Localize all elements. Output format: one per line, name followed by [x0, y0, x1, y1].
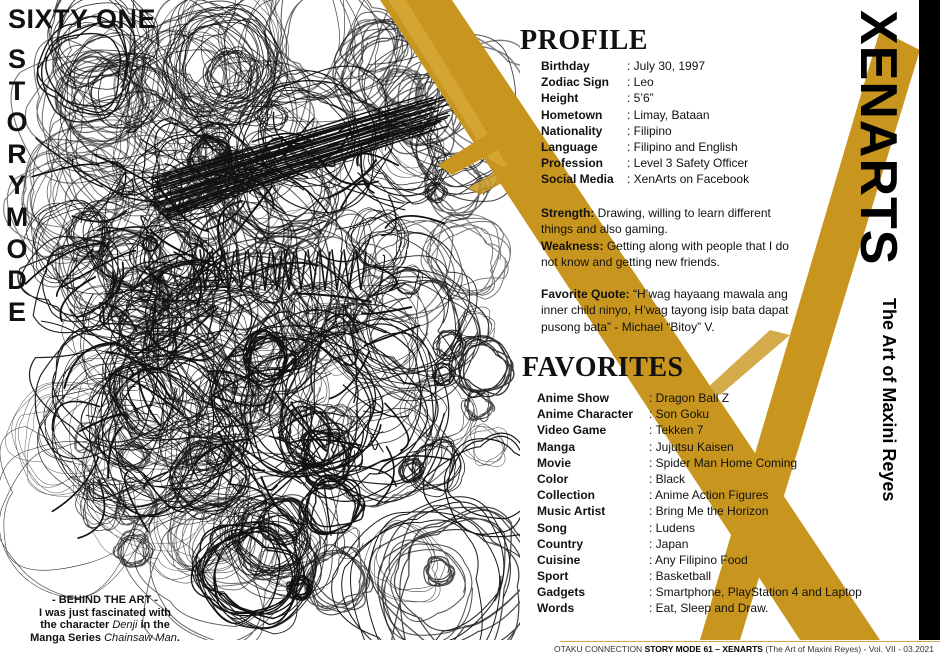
vertical-letter: Y [7, 170, 26, 201]
vertical-letter: S [7, 44, 26, 74]
behind-text: . [176, 631, 180, 644]
footer-divider [560, 641, 940, 642]
strength-text: Drawing, willing to learn different things and also gaming. [541, 206, 771, 237]
info-value: : Bring Me the Horizon [649, 504, 769, 519]
vertical-letter: R [7, 138, 27, 169]
info-key: Collection [537, 488, 596, 503]
brand-title: XENARTS [849, 10, 907, 266]
info-value: : Tekken 7 [649, 423, 704, 438]
info-key: Music Artist [537, 504, 606, 519]
info-value: : Any Filipino Food [649, 552, 748, 567]
favorite-quote [541, 286, 801, 335]
info-key: Sport [537, 569, 569, 584]
vertical-letter: O [6, 233, 28, 264]
info-value: : Filipino [627, 123, 672, 138]
profile-heading: PROFILE [520, 25, 648, 56]
info-value: : Filipino and English [627, 139, 738, 154]
info-key: Color [537, 471, 569, 486]
info-key: Zodiac Sign [541, 75, 610, 90]
info-key: Words [537, 601, 575, 616]
behind-italic: Chainsaw Man [104, 631, 177, 644]
info-value: : 5’6” [627, 91, 654, 106]
behind-text: Manga Series [30, 631, 105, 644]
footer-artist: (The Art of Maxini Reyes) [762, 644, 862, 654]
info-value: : Basketball [649, 569, 712, 584]
info-key: Song [537, 520, 567, 535]
info-value: : Level 3 Safety Officer [627, 156, 749, 171]
behind-line-3 [10, 632, 200, 645]
vertical-letter: M [5, 201, 29, 232]
weakness-text: Getting along with people that I do not know and getting new friends. [541, 238, 789, 269]
info-value: : Limay, Bataan [627, 107, 710, 122]
info-key: Nationality [541, 123, 603, 138]
info-value: : XenArts on Facebook [627, 172, 750, 187]
behind-text: in the [137, 619, 170, 631]
info-key: Social Media [541, 172, 614, 187]
footer-issue: STORY MODE 61 – XENARTS [642, 644, 763, 654]
info-value: : Eat, Sleep and Draw. [649, 601, 769, 616]
info-key: Movie [537, 455, 572, 470]
info-value: : Spider Man Home Coming [649, 455, 798, 470]
info-value: : Son Goku [649, 407, 710, 422]
vertical-letter: E [7, 296, 26, 327]
info-value: : Dragon Ball Z [649, 391, 730, 405]
favorites-heading: FAVORITES [522, 352, 684, 383]
vertical-letter: O [6, 107, 28, 138]
info-key: Anime Character [537, 407, 634, 422]
info-key: Anime Show [537, 391, 610, 405]
page-title-sixty-one: SIXTY ONE [8, 4, 157, 34]
vertical-title-story-mode [3, 44, 31, 328]
info-key: Manga [537, 439, 576, 454]
info-key: Height [541, 91, 579, 106]
info-value: : July 30, 1997 [627, 59, 706, 73]
info-key: Country [537, 536, 583, 551]
black-sidebar [919, 0, 940, 640]
behind-line-1: I was just fascinated with [38, 606, 172, 619]
info-key: Video Game [537, 423, 607, 438]
info-key: Gadgets [537, 585, 586, 600]
info-key: Birthday [541, 59, 590, 73]
quote-text: “H’wag hayaang mawala ang inner child ninyo, H’wag tayong isip bata dapat pusong bata” - Michael “Bitoy” V. [541, 287, 789, 334]
footer-publication: OTAKU CONNECTION [554, 644, 643, 654]
strength-label: Strength: [541, 206, 595, 220]
weakness-label: Weakness: [541, 238, 604, 253]
vertical-letter: D [7, 265, 27, 296]
info-value: : Jujutsu Kaisen [649, 439, 734, 454]
behind-line-2 [10, 619, 200, 632]
strength-weakness [541, 205, 801, 270]
footer [554, 644, 934, 654]
info-value: : Leo [627, 75, 654, 90]
quote-label: Favorite Quote: [541, 287, 630, 301]
behind-the-art-caption [10, 594, 200, 644]
info-value: : Smartphone, PlayStation 4 and Laptop [649, 585, 862, 600]
behind-heading: - BEHIND THE ART - [52, 594, 158, 606]
info-value: : Japan [649, 536, 689, 551]
info-value: : Ludens [649, 520, 696, 535]
behind-italic: Denji [112, 619, 138, 631]
info-value: : Black [649, 471, 686, 486]
footer-volume: - Vol. VII - 03.2021 [861, 644, 934, 654]
info-key: Hometown [541, 107, 603, 122]
info-key: Language [541, 139, 598, 154]
info-key: Cuisine [537, 552, 581, 567]
info-value: : Anime Action Figures [649, 488, 769, 503]
vertical-letter: T [8, 75, 26, 106]
brand-subtitle: The Art of Maxini Reyes [879, 298, 899, 502]
behind-text: the character [40, 619, 113, 631]
info-key: Profession [541, 156, 604, 171]
